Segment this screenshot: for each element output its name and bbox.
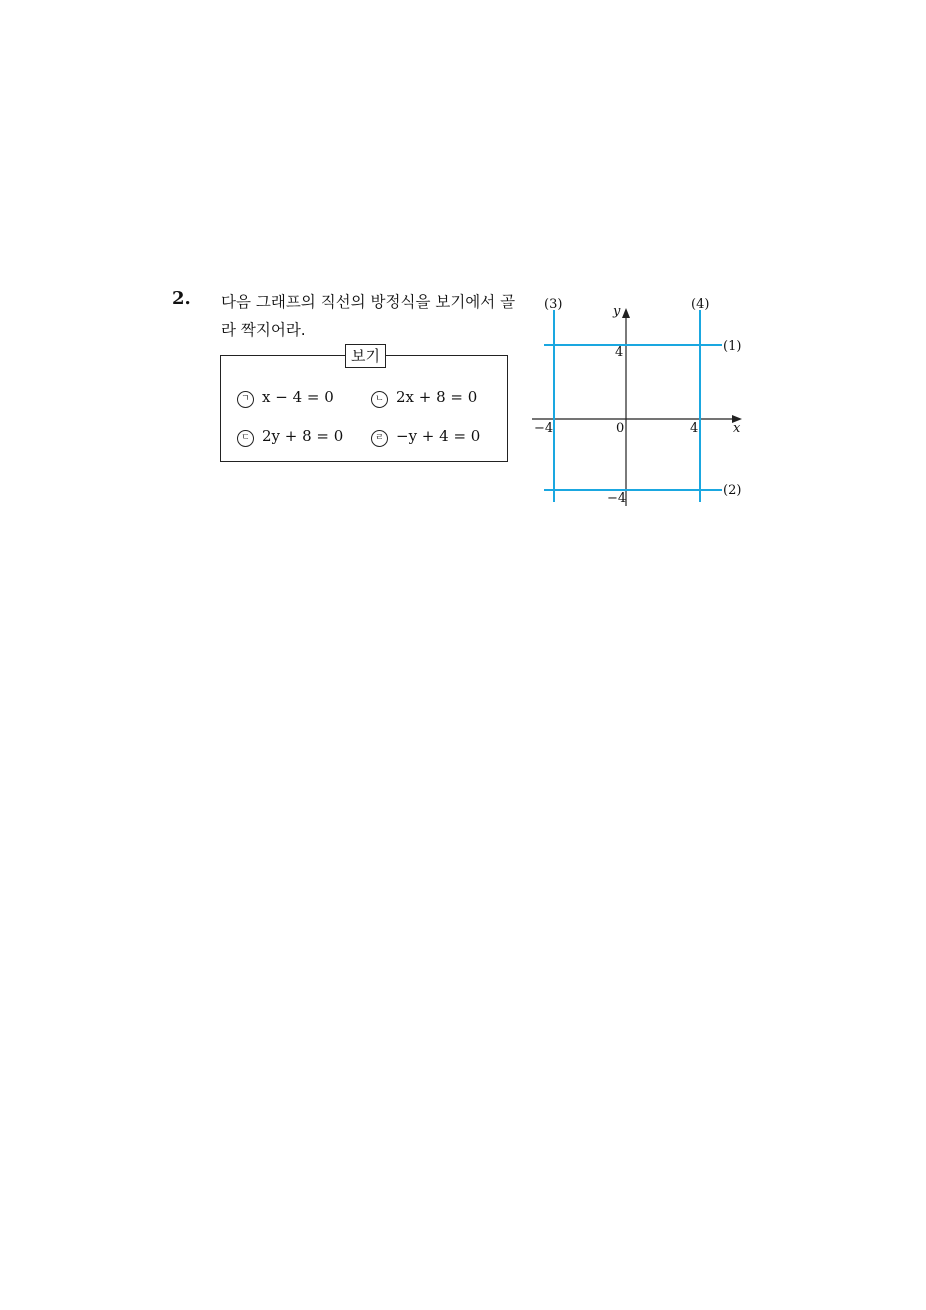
option-mark: ㄹ: [371, 430, 388, 447]
option-nieun: [371, 388, 477, 408]
option-equation: 2y + 8 = 0: [262, 427, 344, 445]
line-3-label: (3): [544, 297, 563, 312]
option-mark: ㄷ: [237, 430, 254, 447]
tick-x-neg: −4: [534, 421, 554, 436]
tick-y-neg: −4: [607, 491, 627, 506]
option-digeut: [237, 427, 343, 447]
y-axis-arrow: [622, 308, 630, 318]
y-axis-label: y: [613, 304, 621, 319]
problem-text-line2: 라 짝지어라.: [221, 321, 306, 339]
origin-label: 0: [616, 421, 625, 436]
bogi-box: [220, 347, 508, 462]
option-mark: ㄴ: [371, 391, 388, 408]
tick-x-pos: 4: [690, 421, 699, 436]
problem-text: [221, 288, 521, 344]
problem-text-line1: 다음 그래프의 직선의 방정식을 보기에서 골: [221, 293, 516, 311]
problem-number: 2.: [172, 288, 191, 309]
line-2-label: (2): [723, 483, 742, 498]
line-4-label: (4): [691, 297, 710, 312]
x-axis-label: x: [733, 421, 741, 436]
coordinate-graph: [520, 280, 760, 520]
option-giyeok: [237, 388, 334, 408]
tick-y-pos: 4: [615, 345, 624, 360]
line-1-label: (1): [723, 339, 742, 354]
option-mark: ㄱ: [237, 391, 254, 408]
bogi-title: 보기: [345, 344, 386, 368]
option-rieul: [371, 427, 480, 447]
option-equation: 2x + 8 = 0: [396, 388, 478, 406]
option-equation: −y + 4 = 0: [396, 427, 481, 445]
option-equation: x − 4 = 0: [262, 388, 334, 406]
